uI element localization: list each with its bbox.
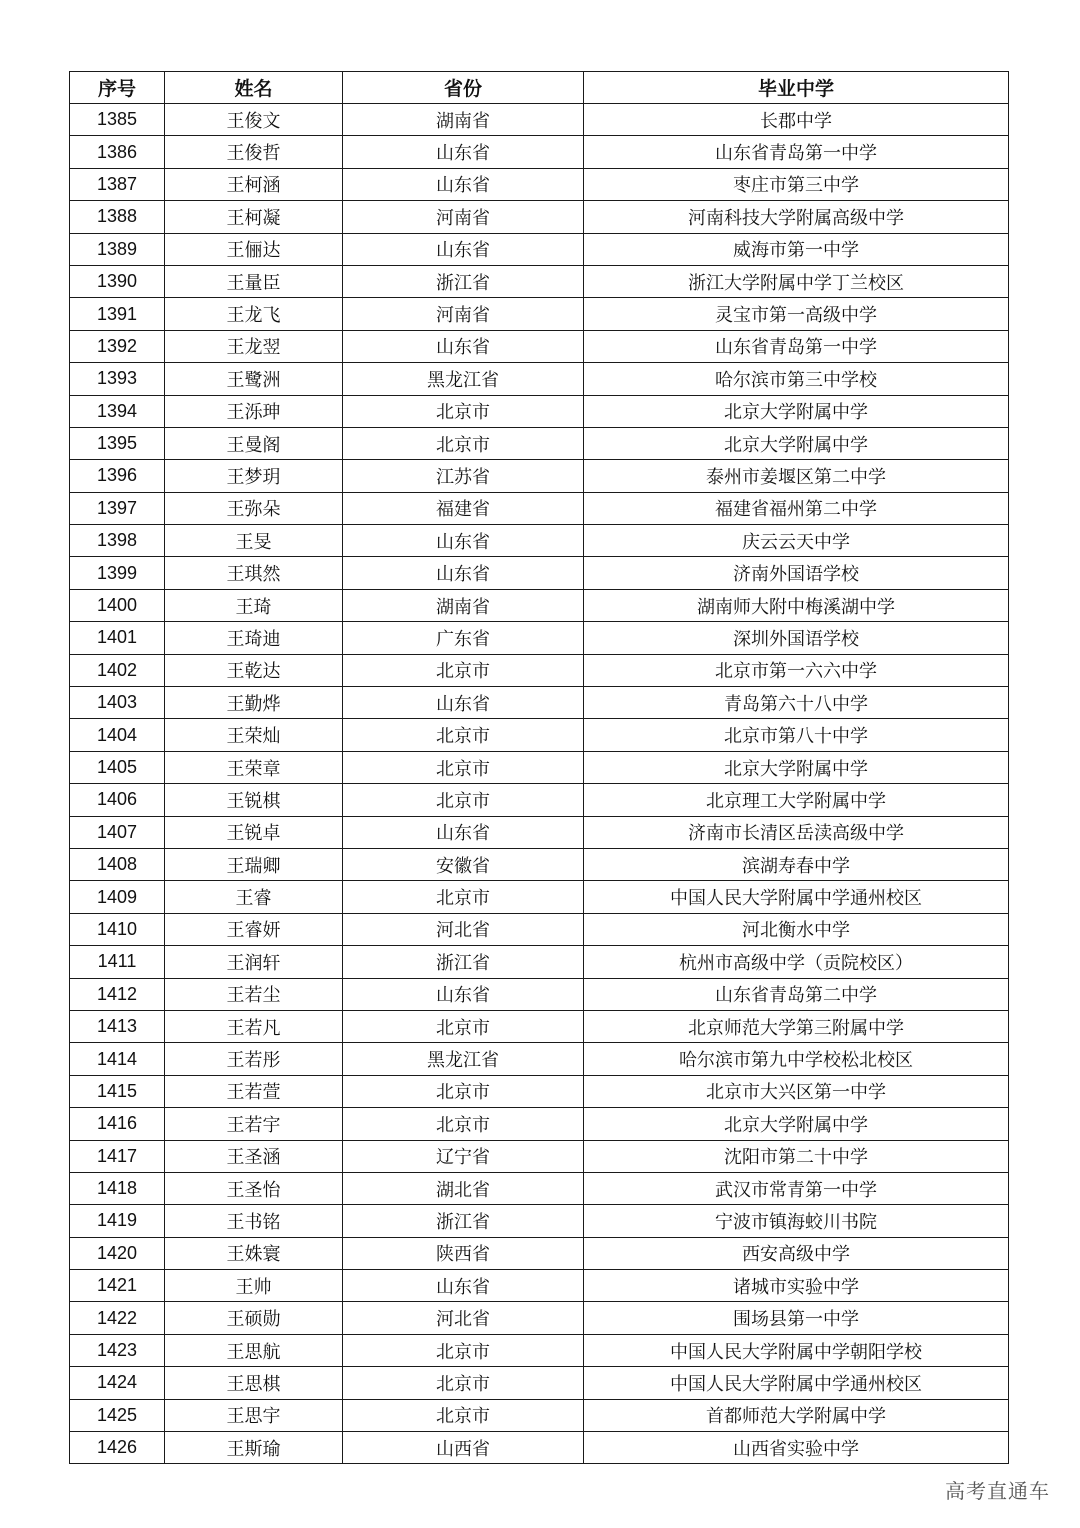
cell-index: 1415 xyxy=(70,1075,165,1107)
cell-name: 王弥朵 xyxy=(165,492,343,524)
cell-index: 1420 xyxy=(70,1237,165,1269)
cell-province: 山东省 xyxy=(343,687,584,719)
table-row xyxy=(70,946,1009,978)
cell-index: 1400 xyxy=(70,589,165,621)
cell-name: 王龙翌 xyxy=(165,330,343,362)
cell-school: 北京市第一六六中学 xyxy=(584,654,1009,686)
cell-index: 1387 xyxy=(70,168,165,200)
cell-name: 王乾达 xyxy=(165,654,343,686)
cell-province: 湖南省 xyxy=(343,589,584,621)
cell-name: 王帅 xyxy=(165,1270,343,1302)
cell-name: 王书铭 xyxy=(165,1205,343,1237)
cell-province: 北京市 xyxy=(343,719,584,751)
table-row xyxy=(70,1172,1009,1204)
table-row xyxy=(70,1205,1009,1237)
watermark-text: 高考直通车 xyxy=(945,1479,1050,1503)
cell-name: 王琪然 xyxy=(165,557,343,589)
table-row xyxy=(70,848,1009,880)
cell-name: 王锐卓 xyxy=(165,816,343,848)
cell-index: 1390 xyxy=(70,265,165,297)
cell-name: 王圣涵 xyxy=(165,1140,343,1172)
cell-province: 河南省 xyxy=(343,298,584,330)
cell-index: 1406 xyxy=(70,784,165,816)
cell-school: 北京理工大学附属中学 xyxy=(584,784,1009,816)
cell-province: 北京市 xyxy=(343,784,584,816)
cell-index: 1411 xyxy=(70,946,165,978)
table-row xyxy=(70,201,1009,233)
header-school: 毕业中学 xyxy=(584,72,1009,104)
cell-province: 北京市 xyxy=(343,1010,584,1042)
cell-index: 1392 xyxy=(70,330,165,362)
cell-province: 河北省 xyxy=(343,913,584,945)
cell-school: 围场县第一中学 xyxy=(584,1302,1009,1334)
cell-school: 杭州市高级中学（贡院校区） xyxy=(584,946,1009,978)
cell-index: 1423 xyxy=(70,1334,165,1366)
cell-index: 1410 xyxy=(70,913,165,945)
cell-province: 山东省 xyxy=(343,525,584,557)
cell-school: 深圳外国语学校 xyxy=(584,622,1009,654)
cell-school: 庆云云天中学 xyxy=(584,525,1009,557)
cell-school: 北京大学附属中学 xyxy=(584,1108,1009,1140)
table-row xyxy=(70,363,1009,395)
cell-name: 王荣灿 xyxy=(165,719,343,751)
table-row xyxy=(70,1302,1009,1334)
cell-name: 王思宇 xyxy=(165,1399,343,1431)
table-row xyxy=(70,1237,1009,1269)
cell-index: 1405 xyxy=(70,751,165,783)
cell-name: 王若彤 xyxy=(165,1043,343,1075)
table-row xyxy=(70,589,1009,621)
table-row xyxy=(70,460,1009,492)
cell-index: 1412 xyxy=(70,978,165,1010)
cell-name: 王锐棋 xyxy=(165,784,343,816)
cell-index: 1399 xyxy=(70,557,165,589)
cell-school: 山东省青岛第一中学 xyxy=(584,330,1009,362)
cell-school: 中国人民大学附属中学通州校区 xyxy=(584,881,1009,913)
cell-school: 北京市第八十中学 xyxy=(584,719,1009,751)
cell-name: 王勤烨 xyxy=(165,687,343,719)
cell-name: 王思棋 xyxy=(165,1367,343,1399)
cell-index: 1393 xyxy=(70,363,165,395)
cell-province: 浙江省 xyxy=(343,1205,584,1237)
table-row xyxy=(70,654,1009,686)
cell-province: 福建省 xyxy=(343,492,584,524)
cell-index: 1426 xyxy=(70,1432,165,1464)
table-row xyxy=(70,104,1009,136)
table-row xyxy=(70,1270,1009,1302)
table-row xyxy=(70,233,1009,265)
cell-name: 王龙飞 xyxy=(165,298,343,330)
cell-province: 北京市 xyxy=(343,1075,584,1107)
cell-index: 1418 xyxy=(70,1172,165,1204)
cell-school: 湖南师大附中梅溪湖中学 xyxy=(584,589,1009,621)
cell-index: 1394 xyxy=(70,395,165,427)
cell-name: 王斯瑜 xyxy=(165,1432,343,1464)
cell-school: 山东省青岛第二中学 xyxy=(584,978,1009,1010)
cell-index: 1422 xyxy=(70,1302,165,1334)
cell-name: 王睿 xyxy=(165,881,343,913)
cell-name: 王姝寰 xyxy=(165,1237,343,1269)
cell-province: 江苏省 xyxy=(343,460,584,492)
cell-province: 山东省 xyxy=(343,330,584,362)
cell-name: 王鹭洲 xyxy=(165,363,343,395)
header-name: 姓名 xyxy=(165,72,343,104)
cell-name: 王俊哲 xyxy=(165,136,343,168)
cell-province: 陕西省 xyxy=(343,1237,584,1269)
cell-index: 1385 xyxy=(70,104,165,136)
table-row xyxy=(70,1075,1009,1107)
cell-province: 北京市 xyxy=(343,751,584,783)
table-header xyxy=(70,72,1009,104)
cell-index: 1396 xyxy=(70,460,165,492)
cell-index: 1409 xyxy=(70,881,165,913)
cell-name: 王润轩 xyxy=(165,946,343,978)
cell-index: 1417 xyxy=(70,1140,165,1172)
cell-name: 王琦迪 xyxy=(165,622,343,654)
cell-school: 中国人民大学附属中学通州校区 xyxy=(584,1367,1009,1399)
cell-name: 王瑞卿 xyxy=(165,848,343,880)
cell-school: 北京大学附属中学 xyxy=(584,427,1009,459)
table-row xyxy=(70,557,1009,589)
cell-school: 灵宝市第一高级中学 xyxy=(584,298,1009,330)
cell-index: 1391 xyxy=(70,298,165,330)
cell-school: 北京师范大学第三附属中学 xyxy=(584,1010,1009,1042)
cell-index: 1413 xyxy=(70,1010,165,1042)
header-province: 省份 xyxy=(343,72,584,104)
table-row xyxy=(70,1043,1009,1075)
table-row xyxy=(70,395,1009,427)
cell-province: 安徽省 xyxy=(343,848,584,880)
cell-index: 1421 xyxy=(70,1270,165,1302)
cell-school: 宁波市镇海蛟川书院 xyxy=(584,1205,1009,1237)
cell-province: 河南省 xyxy=(343,201,584,233)
cell-province: 湖北省 xyxy=(343,1172,584,1204)
cell-school: 济南市长清区岳渎高级中学 xyxy=(584,816,1009,848)
cell-province: 北京市 xyxy=(343,1367,584,1399)
table-row xyxy=(70,816,1009,848)
cell-school: 北京大学附属中学 xyxy=(584,395,1009,427)
table-row xyxy=(70,1432,1009,1464)
cell-province: 山东省 xyxy=(343,233,584,265)
cell-name: 王旻 xyxy=(165,525,343,557)
table-row xyxy=(70,881,1009,913)
cell-index: 1401 xyxy=(70,622,165,654)
table-row xyxy=(70,1010,1009,1042)
cell-index: 1419 xyxy=(70,1205,165,1237)
cell-province: 黑龙江省 xyxy=(343,363,584,395)
table-row xyxy=(70,525,1009,557)
cell-province: 北京市 xyxy=(343,1108,584,1140)
cell-index: 1408 xyxy=(70,848,165,880)
cell-school: 北京市大兴区第一中学 xyxy=(584,1075,1009,1107)
cell-province: 北京市 xyxy=(343,427,584,459)
table-row xyxy=(70,136,1009,168)
cell-province: 山东省 xyxy=(343,136,584,168)
cell-school: 山西省实验中学 xyxy=(584,1432,1009,1464)
table-row xyxy=(70,913,1009,945)
cell-name: 王量臣 xyxy=(165,265,343,297)
table-row xyxy=(70,298,1009,330)
cell-province: 山西省 xyxy=(343,1432,584,1464)
cell-name: 王柯涵 xyxy=(165,168,343,200)
cell-school: 青岛第六十八中学 xyxy=(584,687,1009,719)
cell-province: 浙江省 xyxy=(343,946,584,978)
cell-name: 王若萱 xyxy=(165,1075,343,1107)
cell-school: 枣庄市第三中学 xyxy=(584,168,1009,200)
cell-school: 威海市第一中学 xyxy=(584,233,1009,265)
cell-province: 北京市 xyxy=(343,654,584,686)
cell-name: 王梦玥 xyxy=(165,460,343,492)
table-row xyxy=(70,1367,1009,1399)
cell-index: 1414 xyxy=(70,1043,165,1075)
cell-school: 河北衡水中学 xyxy=(584,913,1009,945)
cell-school: 滨湖寿春中学 xyxy=(584,848,1009,880)
cell-index: 1389 xyxy=(70,233,165,265)
table-row xyxy=(70,784,1009,816)
cell-province: 山东省 xyxy=(343,1270,584,1302)
cell-province: 山东省 xyxy=(343,816,584,848)
cell-school: 济南外国语学校 xyxy=(584,557,1009,589)
cell-index: 1386 xyxy=(70,136,165,168)
cell-name: 王泺珅 xyxy=(165,395,343,427)
cell-school: 沈阳市第二十中学 xyxy=(584,1140,1009,1172)
cell-name: 王曼阁 xyxy=(165,427,343,459)
cell-province: 山东省 xyxy=(343,557,584,589)
cell-index: 1395 xyxy=(70,427,165,459)
table-row xyxy=(70,265,1009,297)
table-body xyxy=(70,104,1009,1464)
cell-index: 1407 xyxy=(70,816,165,848)
cell-school: 西安高级中学 xyxy=(584,1237,1009,1269)
table-row xyxy=(70,1399,1009,1431)
cell-name: 王俊文 xyxy=(165,104,343,136)
cell-name: 王若尘 xyxy=(165,978,343,1010)
cell-school: 首都师范大学附属中学 xyxy=(584,1399,1009,1431)
cell-name: 王琦 xyxy=(165,589,343,621)
table-row xyxy=(70,1108,1009,1140)
cell-school: 浙江大学附属中学丁兰校区 xyxy=(584,265,1009,297)
table-row xyxy=(70,751,1009,783)
cell-name: 王圣怡 xyxy=(165,1172,343,1204)
cell-school: 武汉市常青第一中学 xyxy=(584,1172,1009,1204)
cell-school: 哈尔滨市第三中学校 xyxy=(584,363,1009,395)
cell-province: 北京市 xyxy=(343,1399,584,1431)
cell-school: 诸城市实验中学 xyxy=(584,1270,1009,1302)
cell-name: 王荣章 xyxy=(165,751,343,783)
cell-school: 河南科技大学附属高级中学 xyxy=(584,201,1009,233)
cell-index: 1398 xyxy=(70,525,165,557)
cell-school: 山东省青岛第一中学 xyxy=(584,136,1009,168)
cell-province: 湖南省 xyxy=(343,104,584,136)
student-list-table-wrapper xyxy=(69,71,1008,1464)
cell-province: 北京市 xyxy=(343,881,584,913)
cell-index: 1425 xyxy=(70,1399,165,1431)
table-row xyxy=(70,719,1009,751)
table-row xyxy=(70,168,1009,200)
cell-index: 1403 xyxy=(70,687,165,719)
cell-province: 北京市 xyxy=(343,1334,584,1366)
cell-name: 王硕勋 xyxy=(165,1302,343,1334)
cell-index: 1404 xyxy=(70,719,165,751)
cell-index: 1402 xyxy=(70,654,165,686)
cell-name: 王思航 xyxy=(165,1334,343,1366)
cell-school: 长郡中学 xyxy=(584,104,1009,136)
cell-name: 王若宇 xyxy=(165,1108,343,1140)
cell-index: 1416 xyxy=(70,1108,165,1140)
table-row xyxy=(70,492,1009,524)
cell-name: 王睿妍 xyxy=(165,913,343,945)
table-row xyxy=(70,687,1009,719)
cell-school: 中国人民大学附属中学朝阳学校 xyxy=(584,1334,1009,1366)
table-row xyxy=(70,622,1009,654)
cell-province: 辽宁省 xyxy=(343,1140,584,1172)
table-row xyxy=(70,427,1009,459)
table-row xyxy=(70,978,1009,1010)
cell-province: 黑龙江省 xyxy=(343,1043,584,1075)
cell-school: 福建省福州第二中学 xyxy=(584,492,1009,524)
student-list-table xyxy=(69,71,1009,1464)
cell-index: 1388 xyxy=(70,201,165,233)
cell-province: 山东省 xyxy=(343,168,584,200)
cell-index: 1397 xyxy=(70,492,165,524)
cell-school: 泰州市姜堰区第二中学 xyxy=(584,460,1009,492)
cell-school: 北京大学附属中学 xyxy=(584,751,1009,783)
header-row xyxy=(70,72,1009,104)
cell-province: 河北省 xyxy=(343,1302,584,1334)
cell-name: 王若凡 xyxy=(165,1010,343,1042)
cell-school: 哈尔滨市第九中学校松北校区 xyxy=(584,1043,1009,1075)
table-row xyxy=(70,330,1009,362)
cell-index: 1424 xyxy=(70,1367,165,1399)
cell-name: 王俪达 xyxy=(165,233,343,265)
header-index: 序号 xyxy=(70,72,165,104)
cell-province: 山东省 xyxy=(343,978,584,1010)
cell-province: 浙江省 xyxy=(343,265,584,297)
cell-province: 北京市 xyxy=(343,395,584,427)
cell-province: 广东省 xyxy=(343,622,584,654)
table-row xyxy=(70,1140,1009,1172)
cell-name: 王柯凝 xyxy=(165,201,343,233)
table-row xyxy=(70,1334,1009,1366)
